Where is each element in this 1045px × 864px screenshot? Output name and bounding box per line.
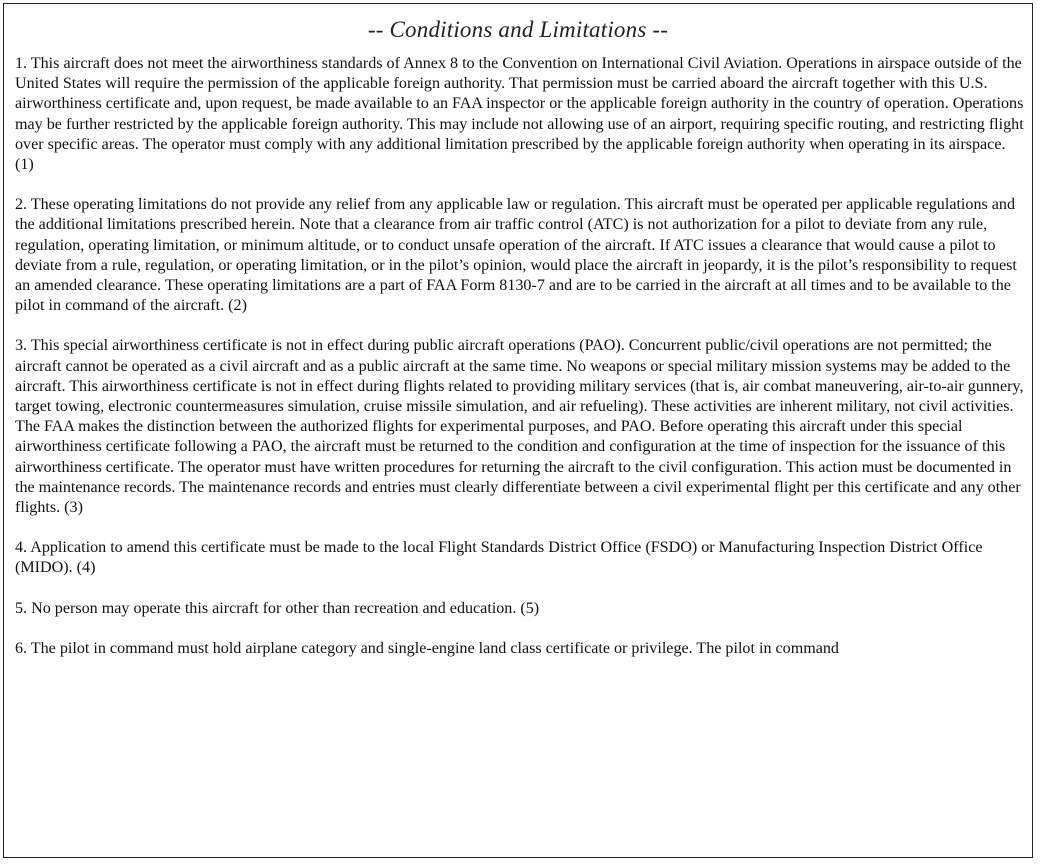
condition-5: 5. No person may operate this aircraft for other than recreation and education. (5) (15, 599, 540, 617)
document-page (3, 3, 1033, 858)
conditions-list (4, 54, 1032, 659)
condition-6: 6. The pilot in command must hold airplane category and single-engine land class certificate or privilege. The pilot in command (15, 639, 839, 657)
condition-2: 2. These operating limitations do not provide any relief from any applicable law or regulation. This aircraft must be operated per applicable regulations and the additional limitations prescribed herein. Note that a clearance from air traffic control (ATC) is not authorization for a pilot to deviate from any rule, regulation, operating limitation, or minimum altitude, or to conduct unsafe operation of the aircraft. If ATC issues a clearance that would cause a pilot to deviate from a rule, regulation, or operating limitation, or in the pilot’s opinion, would place the aircraft in jeopardy, it is the pilot’s responsibility to request an amended clearance. These operating limitations are a part of FAA Form 8130-7 and are to be carried in the aircraft at all times and to be available to the pilot in command of the aircraft. (2) (15, 196, 1017, 315)
document-title: -- Conditions and Limitations -- (367, 17, 669, 42)
condition-1: 1. This aircraft does not meet the airworthiness standards of Annex 8 to the Convention on International Civil Aviation. Operations in airspace outside of the United States will require the permission of the applicable foreign authority. That permission must be carried aboard the aircraft together with this U.S. airworthiness certificate and, upon request, be made available to an FAA inspector or the applicable foreign authority in the country of operation. Operations may be further restricted by the applicable foreign authority. This may include not allowing use of an airport, requiring specific routing, and restricting flight over specific areas. The operator must comply with any additional limitation prescribed by the applicable foreign authority when operating in its airspace. (1) (15, 55, 1024, 174)
condition-4: 4. Application to amend this certificate must be made to the local Flight Standards District Office (FSDO) or Manufacturing Inspection District Office (MIDO). (4) (15, 539, 983, 577)
condition-3: 3. This special airworthiness certificate is not in effect during public aircraft operations (PAO). Concurrent public/civil operations are not permitted; the aircraft cannot be operated as a civil aircraft and as a public aircraft at the same time. No weapons or special military mission systems may be added to the aircraft. This airworthiness certificate is not in effect during flights related to providing military services (that is, air combat maneuvering, air-to-air gunnery, target towing, electronic countermeasures simulation, cruise missile simulation, and air refueling). These activities are inherent military, not civil activities. The FAA makes the distinction between the authorized flights for experimental purposes, and PAO. Before operating this aircraft under this special airworthiness certificate following a PAO, the aircraft must be returned to the condition and configuration at the time of inspection for the issuance of this airworthiness certificate. The operator must have written procedures for returning the aircraft to the civil configuration. This action must be documented in the maintenance records. The maintenance records and entries must clearly differentiate between a civil experimental flight per this certificate and any other flights. (3) (15, 337, 1024, 517)
